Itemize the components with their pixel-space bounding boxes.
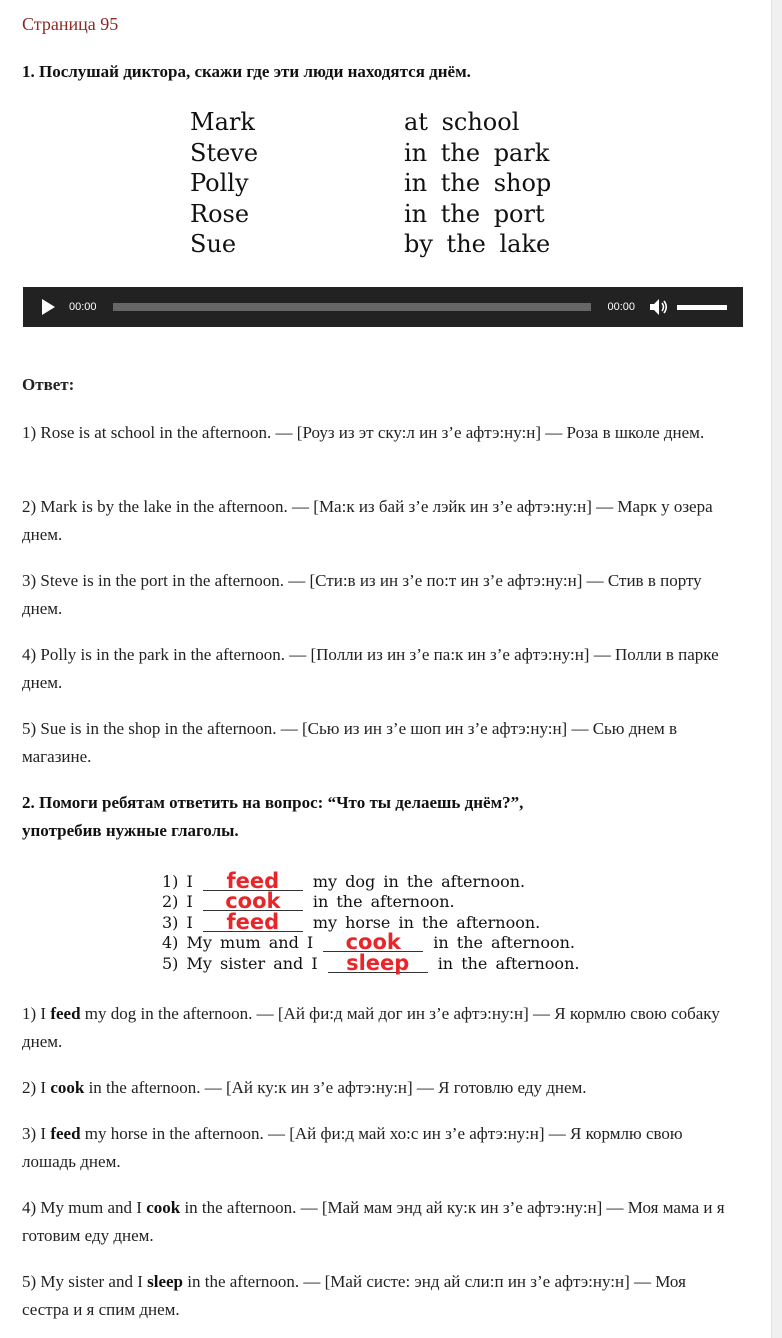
fill-after: my dog in the afternoon. (312, 871, 526, 891)
fill-before: 2) I (162, 892, 193, 911)
person-name: Rose (190, 199, 250, 228)
answer2-post: in the afternoon. — [Ай ку:к ин з’е афтэ:ну:н] — Я готовлю еду днем. (84, 1078, 587, 1097)
volume-slider[interactable] (677, 305, 727, 310)
volume-icon[interactable] (649, 298, 669, 316)
place-phrase: by the lake (404, 230, 551, 258)
answer1-item: 1) Rose is at school in the afternoon. — [Роуз из эт ску:л ин з’е афтэ:ну:н] — Роза в школе днем. (22, 423, 705, 442)
place-phrase: in the park (404, 138, 550, 167)
answer2-item (22, 1194, 734, 1250)
answer2-item (22, 1074, 734, 1102)
fill-row (162, 932, 579, 953)
task1-title: 1. Послушай диктора, скажи где эти люди находятся днём. (22, 62, 471, 81)
fill-blank (328, 950, 428, 975)
audio-duration: 00:00 (607, 301, 635, 313)
answer2-post: my dog in the afternoon. — [Ай фи:д май дог ин з’е афтэ:ну:н] — Я кормлю свою собаку днем. (22, 1004, 720, 1051)
fill-before: 3) I (162, 912, 193, 932)
answer1-item: 3) Steve is in the port in the afternoon. — [Сти:в из ин з’е по:т ин з’е афтэ:ну:н] — Стив в порту днем. (22, 571, 702, 618)
person-name: Mark (190, 108, 255, 136)
answer2-pre: 4) My mum and I (22, 1198, 147, 1217)
fill-blank (203, 889, 303, 913)
answer2-pre: 2) I (22, 1078, 51, 1097)
task2-fill-table (162, 870, 579, 973)
answer2-verb: cook (146, 1198, 181, 1217)
task2-title-line1: 2. Помоги ребятам ответить на вопрос: “Что ты делаешь днём?”, (22, 793, 524, 812)
answer2-verb: cook (50, 1078, 85, 1097)
audio-progress-bar[interactable] (113, 303, 592, 311)
fill-answer: cook (225, 889, 281, 913)
audio-current-time: 00:00 (69, 301, 97, 313)
answer2-item (22, 1000, 734, 1056)
fill-before: 1) I (162, 871, 193, 891)
answer1-item: 2) Mark is by the lake in the afternoon. — [Ма:к из бай з’е лэйк ин з’е афтэ:ну:н] — Марк у озера днем. (22, 497, 713, 544)
page-scrollbar[interactable] (771, 0, 782, 1338)
fill-row (162, 911, 579, 932)
person-name: Polly (190, 169, 249, 197)
place-phrase: at school (404, 108, 520, 136)
word-row (190, 169, 610, 200)
fill-answer: feed (226, 909, 280, 934)
fill-row (162, 891, 579, 912)
answer1-item: 5) Sue is in the shop in the afternoon. — [Сью из ин з’е шоп ин з’е афтэ:ну:н] — Сью днем в магазине. (22, 719, 678, 766)
person-name: Steve (190, 138, 259, 167)
fill-before: 5) My sister and I (162, 953, 318, 973)
fill-after: in the afternoon. (312, 892, 455, 911)
fill-after: in the afternoon. (433, 933, 576, 952)
answer2-item (22, 1120, 734, 1176)
answer2-post: in the afternoon. — [Май систе: энд ай сли:п ин з’е афтэ:ну:н] — Моя сестра и я спим днем. (22, 1272, 686, 1319)
place-phrase: in the shop (404, 169, 552, 197)
word-row (190, 200, 610, 231)
task2-title-line2: употребив нужные глаголы. (22, 821, 239, 840)
answer2-verb: feed (50, 1004, 81, 1023)
word-row (190, 230, 610, 261)
fill-row (162, 870, 579, 891)
word-row (190, 139, 610, 170)
answer2-verb: sleep (147, 1272, 184, 1291)
fill-answer: cook (345, 930, 401, 954)
fill-answer: sleep (346, 950, 410, 975)
answer2-pre: 5) My sister and I (22, 1272, 148, 1291)
fill-after: my horse in the afternoon. (312, 912, 541, 932)
answer2-post: in the afternoon. — [Май мам энд ай ку:к ин з’е афтэ:ну:н] — Моя мама и я готовим еду днем. (22, 1198, 725, 1245)
person-name: Sue (190, 230, 237, 258)
fill-blank (203, 868, 303, 893)
fill-row (162, 952, 579, 973)
fill-after: in the afternoon. (437, 953, 580, 973)
answer1-item: 4) Polly is in the park in the afternoon. — [Полли из ин з’е па:к ин з’е афтэ:ну:н] — Полли в парке днем. (22, 645, 719, 692)
play-icon[interactable] (42, 299, 55, 315)
answer2-item (22, 1268, 734, 1324)
fill-before: 4) My mum and I (162, 933, 314, 952)
answer2-pre: 3) I (22, 1124, 51, 1143)
word-row (190, 108, 610, 139)
answer2-post: my horse in the afternoon. — [Ай фи:д май хо:с ин з’е афтэ:ну:н] — Я кормлю свою лошадь днем. (22, 1124, 683, 1171)
answer-label: Ответ: (22, 375, 75, 394)
fill-blank (203, 909, 303, 934)
place-phrase: in the port (404, 199, 545, 228)
fill-blank (323, 930, 423, 954)
page-heading: Страница 95 (22, 14, 119, 34)
answer2-verb: feed (50, 1124, 81, 1143)
fill-answer: feed (226, 868, 280, 893)
audio-player (23, 287, 743, 327)
answer2-pre: 1) I (22, 1004, 51, 1023)
task1-word-table (190, 108, 610, 261)
